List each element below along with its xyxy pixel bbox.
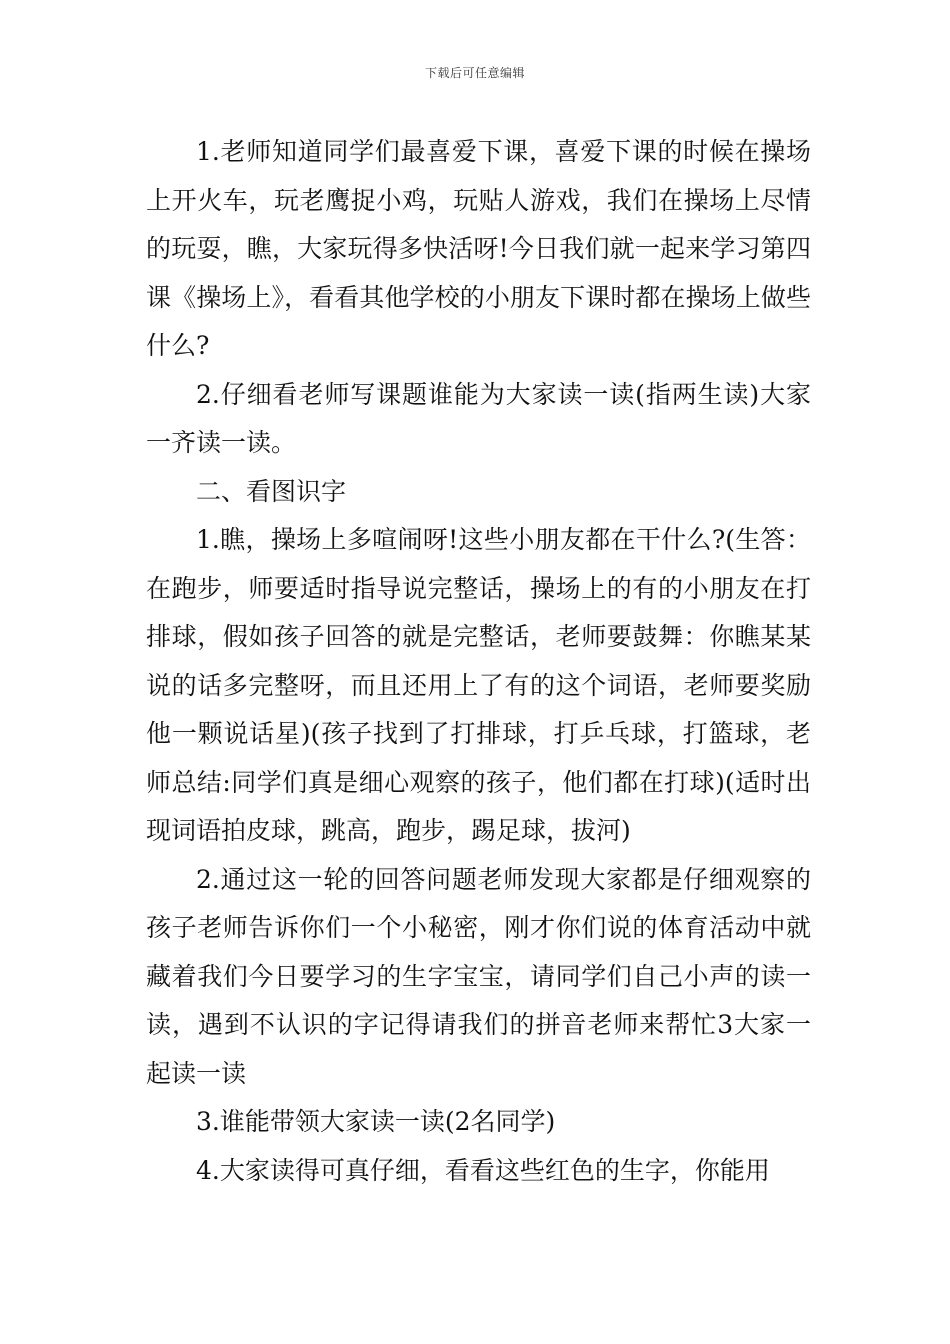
paragraph-1: 1.老师知道同学们最喜爱下课，喜爱下课的时候在操场上开火车，玩老鹰捉小鸡，玩贴人游戏，我们在操场上尽情的玩耍，瞧，大家玩得多快活呀!今日我们就一起来学习第四课《操场上》，看看其他学校的小朋友下课时都在操场上做些什么? [146, 137, 811, 360]
paragraph-6: 4.大家读得可真仔细，看看这些红色的生字，你能用 [196, 1155, 770, 1185]
paragraph-5: 3.谁能带领大家读一读(2名同学) [196, 1107, 556, 1136]
paragraph-3: 1.瞧，操场上多喧闹呀!这些小朋友都在干什么?(生答：在跑步，师要适时指导说完整话，操场上的有的小朋友在打排球，假如孩子回答的就是完整话，老师要鼓舞：你瞧某某说的话多完整呀，而且还用上了有的这个词语，老师要奖励他一颗说话星)(孩子找到了打排球，打乒乓球，打篮球，老师总结:同学们真是细心观察的孩子，他们都在打球)(适时出现词语拍皮球，跳高，跑步，踢足球，拔河) [146, 525, 811, 845]
section-heading: 二、看图识字 [196, 476, 347, 506]
page-header: 下载后可任意编辑 [424, 66, 525, 80]
paragraph-2: 2.仔细看老师写课题谁能为大家读一读(指两生读)大家一齐读一读。 [146, 379, 811, 457]
document-body [146, 128, 811, 1195]
paragraph-4: 2.通过这一轮的回答问题老师发现大家都是仔细观察的孩子老师告诉你们一个小秘密，刚才你们说的体育活动中就藏着我们今日要学习的生字宝宝，请同学们自己小声的读一读，遇到不认识的字记得请我们的拼音老师来帮忙3大家一起读一读 [146, 864, 811, 1088]
